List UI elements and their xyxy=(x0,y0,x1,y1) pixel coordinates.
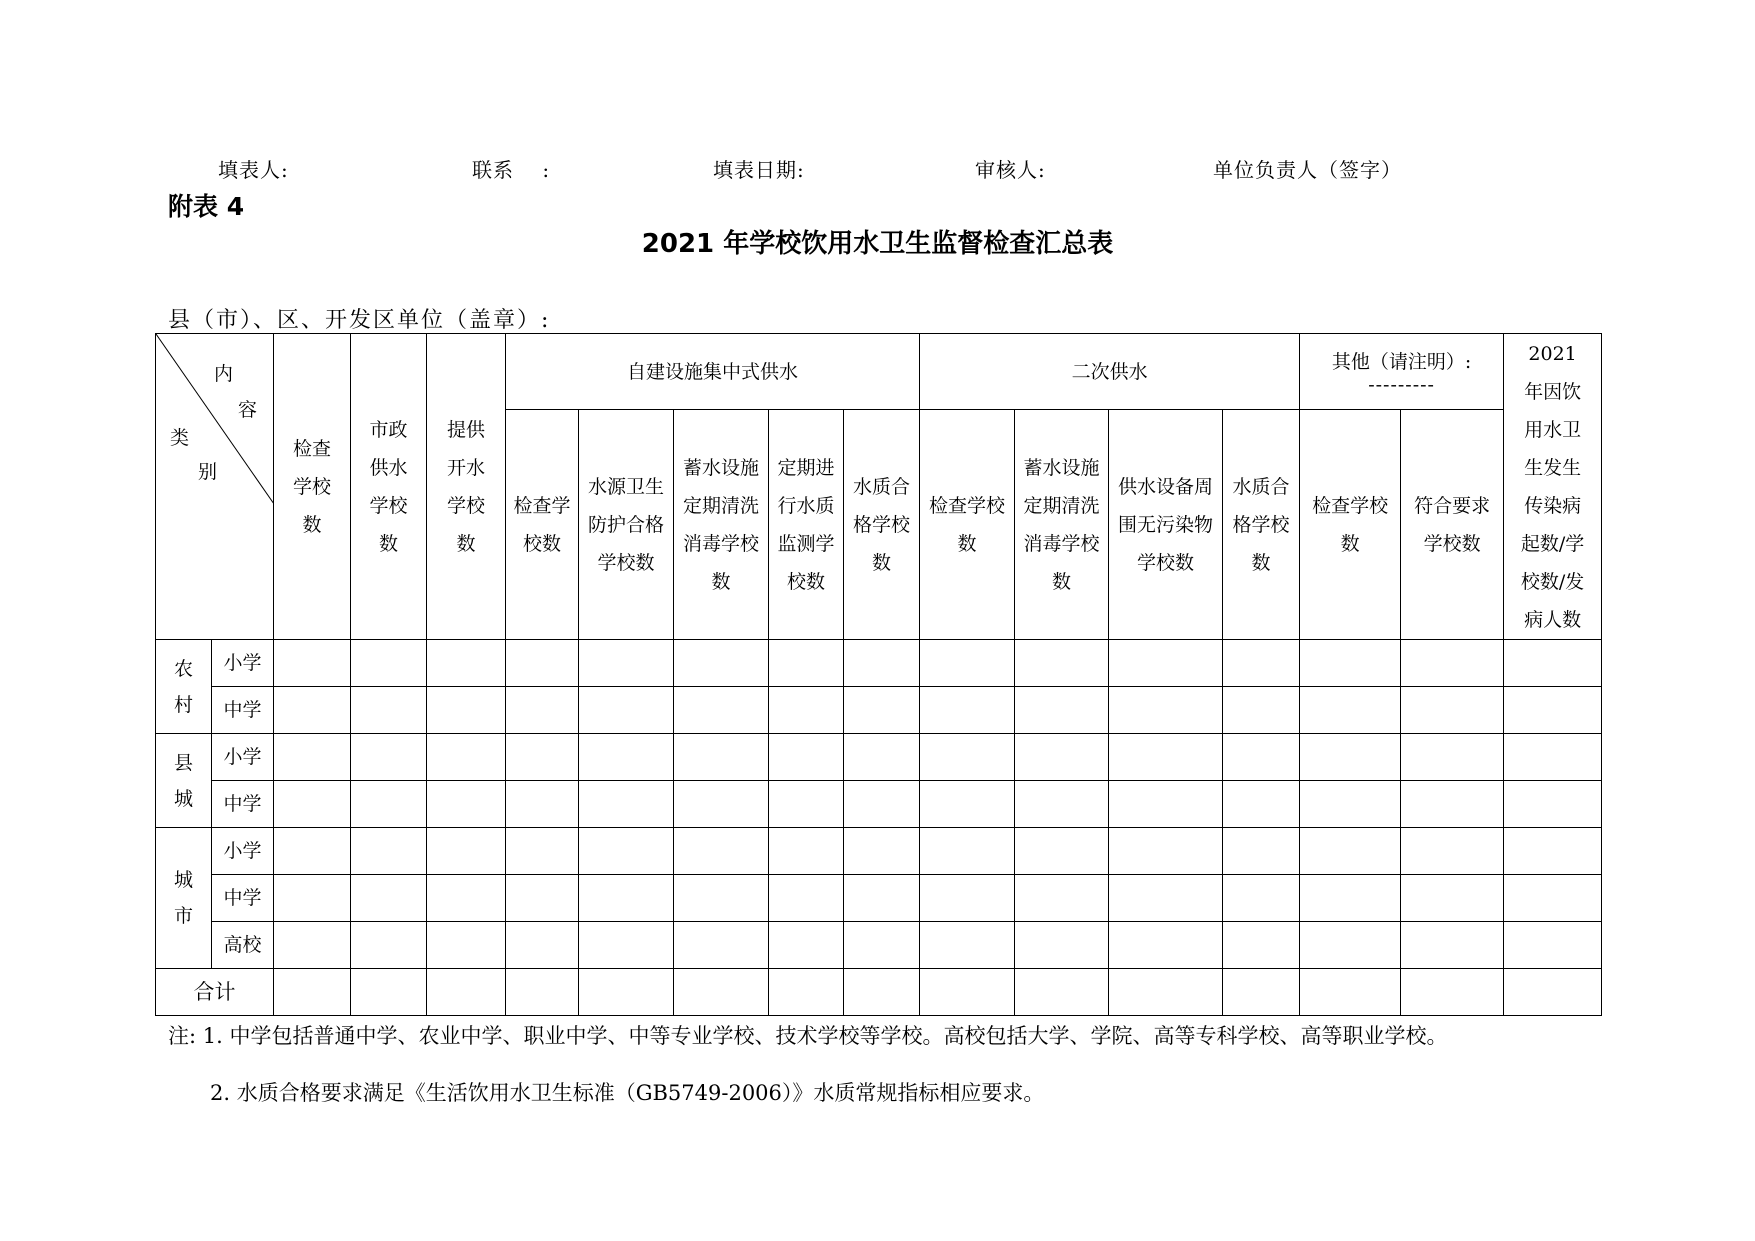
data-cell[interactable] xyxy=(844,640,920,687)
row-label: 高校 xyxy=(212,922,274,969)
data-cell[interactable] xyxy=(1401,875,1504,922)
data-cell[interactable] xyxy=(844,687,920,734)
data-cell[interactable] xyxy=(351,734,427,781)
header-boiled-water: 提供开水学校数 xyxy=(427,334,506,640)
page-title: 2021 年学校饮用水卫生监督检查汇总表 xyxy=(641,229,1114,259)
subheader-self_built-0: 检查学校数 xyxy=(506,410,579,640)
subheader-other-0: 检查学校数 xyxy=(1300,410,1401,640)
table-row xyxy=(156,734,1602,781)
data-cell[interactable] xyxy=(769,922,844,969)
data-cell[interactable] xyxy=(920,640,1015,687)
data-cell[interactable] xyxy=(274,687,351,734)
data-cell[interactable] xyxy=(579,640,674,687)
data-cell[interactable] xyxy=(579,875,674,922)
subheader-secondary-1: 蓄水设施定期清洗消毒学校数 xyxy=(1015,410,1109,640)
header-other: 其他（请注明）: --------- xyxy=(1300,334,1504,410)
data-cell[interactable] xyxy=(579,734,674,781)
corner-content-2: 容 xyxy=(238,399,258,421)
data-cell[interactable] xyxy=(920,969,1015,1016)
data-cell[interactable] xyxy=(674,734,769,781)
subheader-self_built-3: 定期进行水质监测学校数 xyxy=(769,410,844,640)
data-cell[interactable] xyxy=(506,640,579,687)
data-cell[interactable] xyxy=(844,875,920,922)
data-cell[interactable] xyxy=(351,969,427,1016)
data-cell[interactable] xyxy=(920,875,1015,922)
data-cell[interactable] xyxy=(1504,734,1602,781)
data-cell[interactable] xyxy=(1109,922,1223,969)
data-cell[interactable] xyxy=(1504,875,1602,922)
data-cell[interactable] xyxy=(1015,687,1109,734)
data-cell[interactable] xyxy=(1015,781,1109,828)
data-cell[interactable] xyxy=(920,922,1015,969)
reviewer-label: 审核人: xyxy=(975,158,1046,182)
data-cell[interactable] xyxy=(506,828,579,875)
data-cell[interactable] xyxy=(274,922,351,969)
table-row xyxy=(156,828,1602,875)
data-cell[interactable] xyxy=(1223,734,1300,781)
data-cell[interactable] xyxy=(1401,969,1504,1016)
row-label: 小学 xyxy=(212,828,274,875)
data-cell[interactable] xyxy=(1109,734,1223,781)
subheader-self_built-2: 蓄水设施定期清洗消毒学校数 xyxy=(674,410,769,640)
data-cell[interactable] xyxy=(579,687,674,734)
appendix-label: 附表 4 xyxy=(168,192,245,221)
row-label: 小学 xyxy=(212,734,274,781)
filler-label: 填表人: xyxy=(218,158,289,182)
data-cell[interactable] xyxy=(1223,687,1300,734)
data-cell[interactable] xyxy=(351,828,427,875)
subheader-self_built-1: 水源卫生防护合格学校数 xyxy=(579,410,674,640)
group-label: 城市 xyxy=(156,828,212,969)
data-cell[interactable] xyxy=(769,734,844,781)
subheader-secondary-3: 水质合格学校数 xyxy=(1223,410,1300,640)
data-cell[interactable] xyxy=(1015,875,1109,922)
data-cell[interactable] xyxy=(674,828,769,875)
data-cell[interactable] xyxy=(844,828,920,875)
table-row xyxy=(156,922,1602,969)
total-row xyxy=(156,969,1602,1016)
data-cell[interactable] xyxy=(674,875,769,922)
data-cell[interactable] xyxy=(1015,640,1109,687)
row-label: 小学 xyxy=(212,640,274,687)
data-cell[interactable] xyxy=(1504,687,1602,734)
subheader-secondary-0: 检查学校数 xyxy=(920,410,1015,640)
corner-content-1: 内 xyxy=(214,363,234,385)
note-2: 2. 水质合格要求满足《生活饮用水卫生标准（GB5749-2006）》水质常规指标相应要求。 xyxy=(210,1081,1045,1105)
group-label: 县城 xyxy=(156,734,212,828)
data-cell[interactable] xyxy=(1300,640,1401,687)
subheader-secondary-2: 供水设备周围无污染物学校数 xyxy=(1109,410,1223,640)
data-cell[interactable] xyxy=(920,687,1015,734)
header-other-blank: --------- xyxy=(1368,373,1435,396)
data-cell[interactable] xyxy=(274,969,351,1016)
table-row xyxy=(156,687,1602,734)
data-cell[interactable] xyxy=(1109,640,1223,687)
data-cell[interactable] xyxy=(1401,781,1504,828)
data-cell[interactable] xyxy=(674,922,769,969)
data-cell[interactable] xyxy=(1504,922,1602,969)
data-cell[interactable] xyxy=(769,640,844,687)
data-cell[interactable] xyxy=(769,969,844,1016)
data-cell[interactable] xyxy=(427,922,506,969)
header-disease: 2021 年因饮用水卫生发生传染病起数/学校数/发病人数 xyxy=(1504,334,1602,640)
data-cell[interactable] xyxy=(844,969,920,1016)
header-fields xyxy=(0,154,1755,182)
data-cell[interactable] xyxy=(427,828,506,875)
total-label: 合计 xyxy=(156,969,274,1016)
data-cell[interactable] xyxy=(1223,828,1300,875)
data-cell[interactable] xyxy=(427,969,506,1016)
data-cell[interactable] xyxy=(1223,969,1300,1016)
data-cell[interactable] xyxy=(1300,687,1401,734)
data-cell[interactable] xyxy=(1504,969,1602,1016)
data-cell[interactable] xyxy=(1015,734,1109,781)
table-row xyxy=(156,640,1602,687)
data-cell[interactable] xyxy=(1504,781,1602,828)
data-cell[interactable] xyxy=(427,781,506,828)
unit-line: 县（市）、区、开发区单位（盖章）: xyxy=(168,308,551,333)
data-cell[interactable] xyxy=(506,781,579,828)
data-cell[interactable] xyxy=(920,781,1015,828)
header-self-built: 自建设施集中式供水 xyxy=(506,334,920,410)
data-cell[interactable] xyxy=(506,969,579,1016)
data-cell[interactable] xyxy=(1015,922,1109,969)
data-cell[interactable] xyxy=(1504,640,1602,687)
contact-label: 联系 : xyxy=(472,158,551,182)
data-cell[interactable] xyxy=(1401,922,1504,969)
row-label: 中学 xyxy=(212,781,274,828)
data-cell[interactable] xyxy=(351,922,427,969)
data-cell[interactable] xyxy=(274,875,351,922)
data-cell[interactable] xyxy=(274,640,351,687)
data-cell[interactable] xyxy=(274,781,351,828)
data-cell[interactable] xyxy=(1300,828,1401,875)
data-cell[interactable] xyxy=(427,640,506,687)
data-cell[interactable] xyxy=(1109,781,1223,828)
table-row xyxy=(156,781,1602,828)
data-cell[interactable] xyxy=(506,922,579,969)
data-cell[interactable] xyxy=(427,687,506,734)
data-cell[interactable] xyxy=(1401,734,1504,781)
data-cell[interactable] xyxy=(351,875,427,922)
data-cell[interactable] xyxy=(769,828,844,875)
data-cell[interactable] xyxy=(1109,969,1223,1016)
data-cell[interactable] xyxy=(506,687,579,734)
data-cell[interactable] xyxy=(506,734,579,781)
data-cell[interactable] xyxy=(1300,781,1401,828)
data-cell[interactable] xyxy=(579,828,674,875)
data-cell[interactable] xyxy=(844,734,920,781)
data-cell[interactable] xyxy=(1223,875,1300,922)
header-municipal: 市政供水学校数 xyxy=(351,334,427,640)
header-check-schools: 检查学校数 xyxy=(274,334,351,640)
subheader-self_built-4: 水质合格学校数 xyxy=(844,410,920,640)
data-cell[interactable] xyxy=(1109,687,1223,734)
table-row xyxy=(156,875,1602,922)
corner-cell xyxy=(156,334,274,640)
data-cell[interactable] xyxy=(351,640,427,687)
corner-category-2: 别 xyxy=(198,461,218,483)
data-cell[interactable] xyxy=(1223,640,1300,687)
data-cell[interactable] xyxy=(1300,922,1401,969)
data-cell[interactable] xyxy=(1109,828,1223,875)
data-cell[interactable] xyxy=(769,781,844,828)
data-cell[interactable] xyxy=(351,687,427,734)
data-cell[interactable] xyxy=(274,734,351,781)
data-cell[interactable] xyxy=(674,640,769,687)
data-cell[interactable] xyxy=(579,969,674,1016)
data-cell[interactable] xyxy=(579,781,674,828)
data-cell[interactable] xyxy=(1300,969,1401,1016)
data-cell[interactable] xyxy=(920,734,1015,781)
data-cell[interactable] xyxy=(274,828,351,875)
data-cell[interactable] xyxy=(427,734,506,781)
data-cell[interactable] xyxy=(579,922,674,969)
unit-head-label: 单位负责人（签字） xyxy=(1213,158,1402,182)
subheader-other-1: 符合要求学校数 xyxy=(1401,410,1504,640)
data-cell[interactable] xyxy=(1401,687,1504,734)
data-cell[interactable] xyxy=(769,875,844,922)
data-cell[interactable] xyxy=(674,969,769,1016)
data-cell[interactable] xyxy=(1504,828,1602,875)
summary-table xyxy=(155,333,1602,1016)
data-cell[interactable] xyxy=(1223,781,1300,828)
data-cell[interactable] xyxy=(1300,734,1401,781)
data-cell[interactable] xyxy=(1401,828,1504,875)
note-1: 注: 1. 中学包括普通中学、农业中学、职业中学、中等专业学校、技术学校等学校。高校包括大学、学院、高等专科学校、高等职业学校。 xyxy=(168,1024,1448,1048)
row-label: 中学 xyxy=(212,687,274,734)
group-label: 农村 xyxy=(156,640,212,734)
data-cell[interactable] xyxy=(1401,640,1504,687)
data-cell[interactable] xyxy=(1015,828,1109,875)
data-cell[interactable] xyxy=(1223,922,1300,969)
data-cell[interactable] xyxy=(920,828,1015,875)
data-cell[interactable] xyxy=(351,781,427,828)
data-cell[interactable] xyxy=(427,875,506,922)
data-cell[interactable] xyxy=(769,687,844,734)
fill-date-label: 填表日期: xyxy=(713,158,805,182)
row-label: 中学 xyxy=(212,875,274,922)
data-cell[interactable] xyxy=(674,687,769,734)
header-secondary: 二次供水 xyxy=(920,334,1300,410)
data-cell[interactable] xyxy=(844,922,920,969)
data-cell[interactable] xyxy=(1015,969,1109,1016)
data-cell[interactable] xyxy=(1300,875,1401,922)
data-cell[interactable] xyxy=(844,781,920,828)
data-cell[interactable] xyxy=(674,781,769,828)
corner-category-1: 类 xyxy=(170,427,190,449)
data-cell[interactable] xyxy=(506,875,579,922)
data-cell[interactable] xyxy=(1109,875,1223,922)
